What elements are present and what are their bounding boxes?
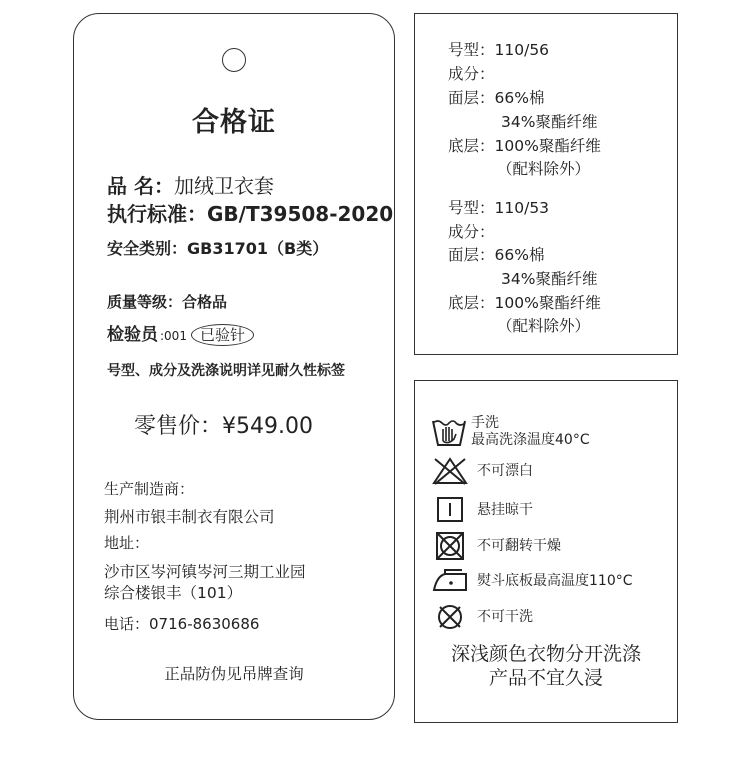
care-text: 不可翻转干燥: [477, 537, 561, 554]
care-text: 不可干洗: [477, 608, 533, 625]
inspected-stamp: 已验针: [191, 324, 254, 346]
anti-counterfeit-note: 正品防伪见吊牌查询: [164, 665, 304, 683]
composition-heading: 成分：: [448, 223, 495, 241]
price-label: 零售价：: [134, 414, 223, 439]
size-label: 号型：: [448, 199, 495, 217]
product-name-row: [107, 170, 274, 199]
size-row: [448, 196, 549, 218]
no-dry-clean-icon: [431, 603, 469, 631]
inspector-label: 检验员: [107, 325, 158, 345]
care-item-iron: [431, 568, 633, 594]
shell-value: 66%棉: [494, 89, 545, 107]
grade-row: [107, 291, 227, 312]
standard-label: 执行标准：: [107, 202, 207, 226]
grade-label: 质量等级：: [107, 293, 183, 311]
standard-value: GB/T39508-2020: [207, 202, 394, 226]
care-text: 不可漂白: [477, 462, 533, 479]
line-dry-icon: [431, 496, 469, 524]
inspector-row: [107, 320, 254, 346]
lining-row: [448, 291, 601, 313]
care-item-no-bleach: [431, 456, 533, 486]
care-warning-line-2: 产品不宜久浸: [488, 667, 603, 689]
lining-note: （配料除外）: [497, 160, 591, 178]
tag-hole-icon: [222, 48, 246, 72]
product-name: 加绒卫衣套: [173, 174, 274, 198]
care-label: [414, 380, 678, 723]
composition-label: [414, 13, 678, 355]
shell-label: 面层：: [448, 89, 495, 107]
shell-value: 66%棉: [494, 246, 545, 264]
size-row: [448, 38, 549, 60]
standard-row: [107, 198, 393, 227]
care-text-line-1: 手洗: [471, 415, 499, 431]
address-label: 地址：: [104, 534, 150, 552]
care-text: [471, 415, 590, 449]
care-warning-line-1: 深浅颜色衣物分开洗涤: [450, 643, 641, 665]
safety-row: [107, 236, 328, 259]
no-tumble-dry-icon: [431, 531, 469, 561]
hand-wash-icon: [431, 415, 467, 449]
care-text-line-2: 最高洗涤温度40°C: [471, 432, 590, 448]
price-row: [134, 409, 313, 440]
lining-value: 100%聚酯纤维: [494, 294, 601, 312]
durable-label-note: 号型、成分及洗涤说明详见耐久性标签: [107, 363, 345, 379]
manufacturer-name: 荆州市银丰制衣有限公司: [104, 508, 275, 526]
safety-label: 安全类别：: [107, 239, 188, 258]
care-item-no-dry-clean: [431, 603, 533, 631]
care-text: 悬挂晾干: [477, 501, 533, 518]
safety-value: GB31701（B类）: [187, 239, 329, 258]
certificate-tag: [73, 13, 395, 720]
size-value: 110/56: [494, 41, 550, 59]
lining-row: [448, 134, 601, 156]
product-name-label: 品 名：: [107, 174, 174, 198]
care-item-line-dry: [431, 496, 533, 524]
address-line-1: 沙市区岑河镇岑河三期工业园: [104, 563, 306, 581]
phone-value: 0716-8630686: [149, 615, 260, 633]
shell-label: 面层：: [448, 246, 495, 264]
shell-value-2: 34%聚酯纤维: [501, 270, 598, 288]
address-line-2: 综合楼银丰（101）: [104, 584, 243, 602]
phone-row: [104, 613, 259, 634]
lining-value: 100%聚酯纤维: [494, 137, 601, 155]
lining-label: 底层：: [448, 137, 495, 155]
lining-label: 底层：: [448, 294, 495, 312]
care-text: 熨斗底板最高温度110°C: [477, 572, 633, 589]
iron-icon: [431, 568, 469, 594]
shell-value-2: 34%聚酯纤维: [501, 113, 598, 131]
lining-note: （配料除外）: [497, 317, 591, 335]
price-value: ¥549.00: [222, 414, 313, 439]
composition-heading: 成分：: [448, 65, 495, 83]
phone-label: 电话：: [104, 615, 150, 633]
size-label: 号型：: [448, 41, 495, 59]
care-item-hand-wash: [431, 415, 590, 449]
manufacturer-label: 生产制造商：: [104, 480, 195, 498]
inspector-code: :001: [160, 329, 187, 343]
size-value: 110/53: [494, 199, 550, 217]
grade-value: 合格品: [182, 293, 228, 311]
shell-row: [448, 243, 544, 265]
care-item-no-tumble-dry: [431, 531, 561, 561]
certificate-title: 合格证: [192, 107, 276, 138]
no-bleach-icon: [431, 456, 469, 486]
shell-row: [448, 86, 544, 108]
